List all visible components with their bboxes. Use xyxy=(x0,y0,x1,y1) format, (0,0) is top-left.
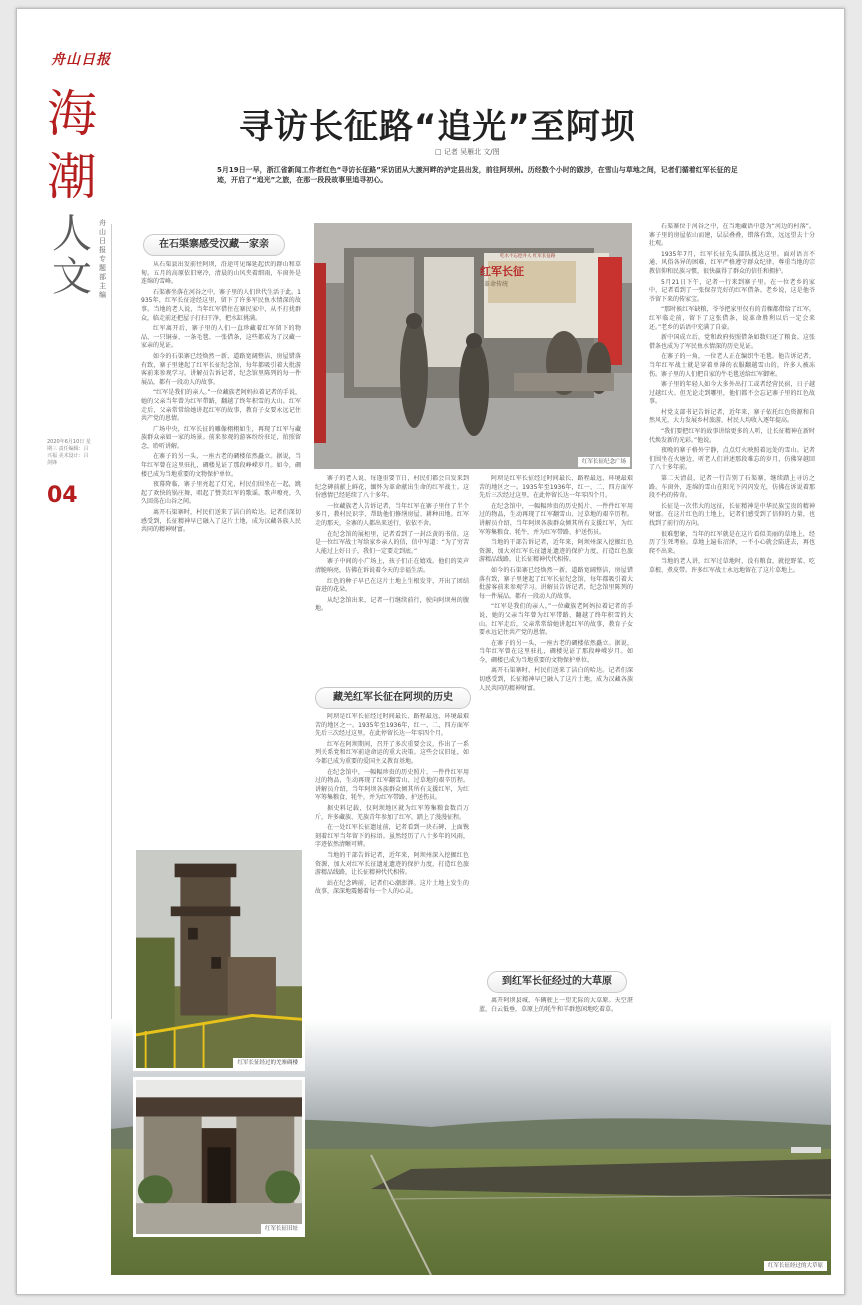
photo-banner-text: 红军长征 xyxy=(480,265,524,278)
paragraph: 如今的石渠寨已经焕然一新，道路宽阔整洁，房屋错落有致，寨子里建起了红军长征纪念馆，每年都吸引着大批游客前来参观学习。讲解员告诉记者，纪念馆里陈列的每一件展品，都有一段动人的故事。 xyxy=(141,352,301,386)
text-column-2b xyxy=(315,713,469,1043)
paragraph: 从石渠县出发前往阿坝，沿途可见绵延起伏的群山和草甸。五月的高原依旧寒冷，清晨的山风夹着细雨，车窗外是连绵的雪峰。 xyxy=(141,261,301,286)
caption-courtyard: 红军长征旧址 xyxy=(261,1224,302,1234)
paragraph: 离开阿坝县城，车辆驶上一望无际的大草原。天空湛蓝，白云低垂，草原上的牦牛和羊群悠闲地吃着草。 xyxy=(479,997,633,1013)
caption-watchtower: 红军长征经过的羌寨碉楼 xyxy=(233,1058,302,1068)
paragraph: 红军离开后，寨子里的人们一直珍藏着红军留下的物品，一只铜壶、一条毛毯、一张借条，这些都成为了汉藏一家亲的见证。 xyxy=(141,325,301,350)
watchtower-image xyxy=(136,850,302,1068)
paragraph: 一位藏族老人告诉记者，当年红军在寨子里住了半个多月，教村民识字、帮助他们修缮房屋、耕种田地。红军走的那天，全寨的人都出来送行，依依不舍。 xyxy=(315,502,469,527)
paragraph: 第二天清晨，记者一行告别了石渠寨，继续踏上寻访之路。车窗外，连绵的雪山在阳光下闪闪发光，仿佛在诉说着那段不朽的传奇。 xyxy=(649,475,815,500)
paragraph: “那时候红军缺粮，爷爷把家里仅有的青稞都借给了红军。红军临走前，留下了这张借条，说革命胜利以后一定会来还。”老乡的话语中充满了自豪。 xyxy=(649,306,815,331)
article-headline: 寻访长征路“追光”至阿坝 xyxy=(239,107,636,147)
paragraph: 长征是一次伟大的远征，长征精神是中华民族宝贵的精神财富。在这片红色的土地上，记者们感受到了信仰的力量，也找到了前行的方向。 xyxy=(649,502,815,527)
paragraph: 据史料记载，仅阿坝地区就为红军筹集粮食数百万斤，许多藏族、羌族青年参加了红军，踏上了漫漫征程。 xyxy=(315,804,469,821)
paragraph: 从纪念馆出来，记者一行继续前行，驶向阿坝州的腹地。 xyxy=(315,596,469,613)
paragraph: 寨子中间的小广场上，孩子们正在嬉戏。他们的笑声清脆响亮，仿佛在诉说着今天的幸福生活。 xyxy=(315,558,469,574)
column-title-char-1: 海 xyxy=(47,85,97,143)
sculpture-image xyxy=(314,223,632,469)
paragraph: 在寨子的另一头，一座古老的碉楼依然矗立。据说，当年红军曾在这里驻扎，碉楼见证了那段峥嵘岁月。如今，碉楼已成为当地重要的文物保护单位。 xyxy=(141,453,301,478)
paragraph: 在寨子的另一头，一座古老的碉楼依然矗立。据说，当年红军曾在这里驻扎，碉楼见证了那段峥嵘岁月。如今，碉楼已成为当地重要的文物保护单位。 xyxy=(479,639,633,664)
paragraph: 离开石渠寨时，村民们送来了洁白的哈达。记者们深切感受到，长征精神早已融入了这片土地，成为汉藏各族人民共同的精神财富。 xyxy=(479,667,633,692)
newspaper-page xyxy=(16,8,845,1295)
paragraph: 石渠寨坐落在河谷之中，寨子里的人们世代生活于此。1935年，红军长征途经这里，留下了许多军民鱼水情深的故事。当地的老人说，当年红军借住在寨民家中，从不打扰群众，临走前还把屋子打扫干净，把水缸挑满。 xyxy=(141,288,301,322)
article-lead: 5月19日一早，浙江省新闻工作者红色“寻访长征路”采访团从大渡河畔的泸定县出发，前往阿坝州。历经数个小时的跋涉，在雪山与草地之间，记者们循着红军长征的足迹，开启了“追光”之旅，在那一段段故事里追寻初心。 xyxy=(217,166,738,184)
paragraph: 当地的老人讲，红军过草地时，没有粮食，就挖野菜、吃草根、煮皮带。许多红军战士永远地留在了这片草地上。 xyxy=(649,558,815,574)
paragraph: 阿坝是红军长征经过时间最长、路程最远、环境最艰苦的地区之一。1935年至1936年，红一、二、四方面军先后三次经过这里，在此停留长达一年零四个月。 xyxy=(479,475,633,500)
paragraph: 石渠寨位于河谷之中，在当地藏语中意为“河边的村落”。寨子里的房屋依山而建，层层叠叠，错落有致，远远望去十分壮观。 xyxy=(649,223,815,248)
photo-sculpture xyxy=(314,223,632,469)
page-number: 04 xyxy=(47,483,78,508)
paragraph: “红军是我们的亲人。”一位藏族老阿妈拉着记者的手说，她的父亲当年曾为红军带路，翻越了终年积雪的大山。红军走后，父亲常常给她讲起红军的故事，教育子女要永远记住共产党的恩情。 xyxy=(479,603,633,637)
paragraph: 如今的石渠寨已经焕然一新，道路宽阔整洁，房屋错落有致，寨子里建起了红军长征纪念馆，每年都吸引着大批游客前来参观学习。讲解员告诉记者，纪念馆里陈列的每一件展品，都有一段动人的故事。 xyxy=(479,566,633,600)
paragraph: 在一处红军长征遗址前，记者看到一块石碑，上面镌刻着红军当年留下的标语。虽然经历了八十多年的风雨，字迹依然清晰可辨。 xyxy=(315,824,469,849)
paragraph: “我们要把红军的故事讲给更多的人听，让长征精神在新时代焕发新的光彩。”他说。 xyxy=(649,428,815,444)
paragraph: 5月21日下午，记者一行来到寨子里。在一位老乡的家中，记者看到了一张保存完好的红军借条。老乡说，这是他爷爷留下来的传家宝。 xyxy=(649,278,815,303)
text-column-2a xyxy=(315,475,469,683)
paragraph: 当地的干部告诉记者，近年来，阿坝州深入挖掘红色资源，加大对红军长征遗址遗迹的保护力度，打造红色旅游精品线路，让长征精神代代相传。 xyxy=(479,539,633,564)
paragraph: 当地的干部告诉记者，近年来，阿坝州深入挖掘红色资源，加大对红军长征遗址遗迹的保护力度，打造红色旅游精品线路，让长征精神代代相传。 xyxy=(315,851,469,877)
paper-logo: 舟山日报 xyxy=(51,52,111,68)
section-head-2: 藏羌红军长征在阿坝的历史 xyxy=(315,687,471,709)
paragraph: 离开石渠寨时，村民们送来了洁白的哈达。记者们深切感受到，长征精神早已融入了这片土地，成为汉藏各族人民共同的精神财富。 xyxy=(141,509,301,534)
text-column-3 xyxy=(479,475,633,967)
column-title-char-3: 人 xyxy=(52,211,92,257)
column-title-char-2: 潮 xyxy=(47,148,97,206)
paragraph: 在寨子的一角，一位老人正在编织牛毛毯。他告诉记者，当年红军战士就是穿着单薄的衣服翻越雪山的，许多人被冻伤。寨子里的人们把自家的牛毛毯送给红军御寒。 xyxy=(649,353,815,378)
paragraph: 红色的种子早已在这片土地上生根发芽，开出了团结奋进的花朵。 xyxy=(315,577,469,594)
paragraph: 在纪念馆中，一幅幅珍贵的历史照片、一件件红军用过的物品，生动再现了红军翻雪山、过草地的艰辛历程。讲解员介绍，当年阿坝各族群众倾其所有支援红军，为红军筹集粮食、牦牛，并为红军带路、护送伤员。 xyxy=(315,768,469,802)
paragraph: 阿坝是红军长征经过时间最长、路程最远、环境最艰苦的地区之一。1935年至1936年，红一、二、四方面军先后三次经过这里，在此停留长达一年零四个月。 xyxy=(315,713,469,738)
paragraph: “红军是我们的亲人。”一位藏族老阿妈拉着记者的手说，她的父亲当年曾为红军带路，翻越了终年积雪的大山。红军走后，父亲常常给她讲起红军的故事，教育子女要永远记住共产党的恩情。 xyxy=(141,389,301,423)
section-head-1: 在石渠寨感受汉藏一家亲 xyxy=(143,234,285,256)
masthead-column xyxy=(17,9,117,1295)
paragraph: 很难想象，当年的红军就是在这片看似美丽的草地上，经历了生死考验。草地上遍布沼泽，一不小心就会陷进去，再也爬不出来。 xyxy=(649,530,815,555)
paragraph: 广场中央，红军长征的雕像栩栩如生，再现了红军与藏族群众亲如一家的场景。前来参观的游客纷纷驻足，拍照留念，聆听讲解。 xyxy=(141,425,301,450)
issue-info: 2020年6月10日 星期三 责任编辑：吕兴福 美术设计：吕剑锋 xyxy=(47,439,91,466)
paragraph: 1935年7月，红军长征先头部队抵达这里。面对语言不通、风俗各异的困难，红军严格遵守群众纪律，尊重当地的宗教信仰和民族习惯，很快赢得了群众的信任和拥护。 xyxy=(649,250,815,275)
paragraph: 站在纪念碑前，记者们心潮澎湃。这片土地上发生的故事，深深地震撼着每一个人的心灵。 xyxy=(315,879,469,896)
column-title-char-4: 文 xyxy=(52,254,92,300)
paragraph: 新中国成立后，党和政府按照借条如数归还了粮食。这张借条也成为了军民鱼水情深的历史见证。 xyxy=(649,334,815,350)
paragraph: 寨子里的年轻人如今大多外出打工或者经营民宿，日子越过越红火。但无论走到哪里，他们都不会忘记寨子里的红色故事。 xyxy=(649,381,815,406)
paragraph: 寨子的老人说，每逢重要节日，村民们都会自发来到纪念碑前献上鲜花，缅怀为革命献出生命的红军战士。这份感情已经延续了八十多年。 xyxy=(315,475,469,500)
paragraph: 红军在阿坝期间，召开了多次重要会议，作出了一系列关系党和红军前途命运的重大决策。这些会议旧址，如今都已成为重要的爱国主义教育基地。 xyxy=(315,740,469,765)
photo-wall-text: 吃水不忘挖井人 红军长征路 xyxy=(500,254,556,259)
caption-grassland: 红军长征经过的大草原 xyxy=(764,1261,827,1271)
photo-courtyard xyxy=(133,1077,305,1237)
caption-sculpture: 红军长征纪念广场 xyxy=(578,457,630,467)
photo-watchtower xyxy=(133,847,305,1071)
article-byline: □ 记者 吴雁北 文/图 xyxy=(435,148,500,156)
courtyard-image xyxy=(136,1080,302,1234)
section-head-3: 到红军长征经过的大草原 xyxy=(487,971,627,993)
column-subtitle: 舟山日报专题部主编 xyxy=(99,219,106,299)
paragraph: 在纪念馆中，一幅幅珍贵的历史照片、一件件红军用过的物品，生动再现了红军翻雪山、过草地的艰辛历程。讲解员介绍，当年阿坝各族群众倾其所有支援红军，为红军筹集粮食、牦牛，并为红军带路、护送伤员。 xyxy=(479,502,633,536)
photo-banner-subtext: 革命传统 xyxy=(484,281,509,288)
paragraph: 夜幕降临，寨子里亮起了灯光，村民们围坐在一起，跳起了欢快的锅庄舞，唱起了赞美红军的歌谣。歌声嘹亮，久久回荡在山谷之间。 xyxy=(141,481,301,506)
text-column-1 xyxy=(141,261,301,843)
paragraph: 村党支部书记告诉记者，近年来，寨子依托红色资源和自然风光，大力发展乡村旅游，村民人均收入逐年提高。 xyxy=(649,408,815,425)
paragraph: 夜晚的寨子格外宁静，点点灯火映照着远处的雪山。记者们围坐在火塘边，听老人们讲述那段难忘的岁月，仿佛穿越回了八十多年前。 xyxy=(649,447,815,472)
paragraph: 在纪念馆的展柜里，记者看到了一封泛黄的书信。这是一位红军战士写给家乡亲人的信，信中写道：“为了穷苦人能过上好日子，我们一定要走到底。” xyxy=(315,530,469,555)
text-column-4 xyxy=(649,223,815,1023)
